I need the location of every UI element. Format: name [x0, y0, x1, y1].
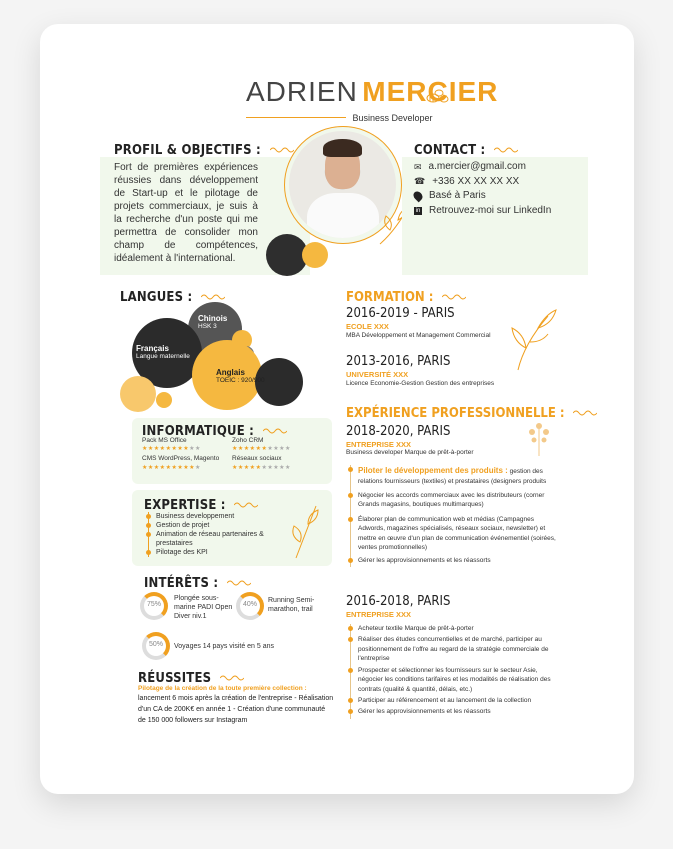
interest-travel-text: Voyages 14 pays visité en 5 ans	[174, 643, 275, 650]
language-chinois: Chinois HSK 3	[198, 314, 228, 330]
profile-heading	[114, 139, 294, 158]
experience-title: EXPÉRIENCE PROFESSIONNELLE :	[346, 406, 565, 421]
job-2-bullet: Réaliser des études concurrentielles et de marché, participer au positionnement de l'offre au regard de la stratégie commerciale de l'entreprise	[348, 635, 562, 663]
languages-title: LANGUES :	[120, 290, 193, 305]
wave-icon	[573, 409, 597, 417]
skill-stars: ★★★★★★★★★★	[232, 464, 291, 471]
first-name: ADRIEN	[246, 76, 358, 107]
skill-stars: ★★★★★★★★★★	[142, 464, 201, 471]
resume-sheet	[40, 24, 634, 794]
job-1-bullet: Piloter le développement des produits : gestion des relations fournisseurs (textiles) et prestataires (designers produits	[348, 465, 562, 486]
job-2-bullet: Acheteur textile Marque de prêt-à-porter	[348, 624, 562, 633]
job-1-header: 2018-2020, PARIS ENTREPRISE XXX Business developer Marque de prêt-à-porter	[346, 424, 474, 456]
location-icon	[412, 189, 425, 202]
job-2-bullet: Participer au référencement et au lancement de la collection	[348, 696, 562, 705]
education-title: FORMATION :	[346, 290, 434, 305]
email-text: a.mercier@gmail.com	[428, 161, 526, 172]
achievements-heading	[138, 667, 244, 686]
expertise-title: EXPERTISE :	[144, 498, 226, 513]
education-heading	[346, 286, 466, 305]
contact-email-row[interactable]	[414, 161, 554, 173]
language-anglais: Anglais TOEIC : 920/900	[216, 368, 265, 384]
profile-title: PROFIL & OBJECTIFS :	[114, 143, 261, 158]
informatique-title: INFORMATIQUE :	[142, 424, 255, 439]
skill-name: CMS WordPress, Magento	[142, 455, 220, 463]
skill-stars: ★★★★★★★★★★	[232, 446, 291, 453]
job-2-header: 2016-2018, PARIS ENTREPRISE XXX	[346, 594, 451, 619]
linkedin-text: Retrouvez-moi sur LinkedIn	[429, 204, 552, 216]
expertise-item: Business developpement	[146, 512, 280, 521]
contact-heading	[414, 139, 518, 158]
wave-icon	[220, 674, 244, 682]
expertise-item: Gestion de projet	[146, 521, 280, 530]
interest-running-text: Running Semi-marathon, trail	[268, 597, 315, 614]
job-1-bullet: Gérer les approvisionnements et les réassorts	[348, 556, 562, 565]
informatique-grid	[142, 437, 322, 471]
job-1-bullets	[350, 465, 562, 567]
achievements-title: RÉUSSITES	[138, 671, 212, 686]
last-name: MERCIER	[362, 76, 499, 107]
interest-running: 40%	[236, 592, 264, 620]
skill-stars: ★★★★★★★★★★	[142, 446, 201, 453]
contact-title: CONTACT :	[414, 143, 486, 158]
contact-phone-row[interactable]	[414, 176, 554, 188]
location-text: Basé à Paris	[429, 190, 486, 201]
contact-location-row	[414, 190, 554, 202]
interests-heading	[144, 572, 251, 591]
job-2-bullet: Prospecter et sélectionner les fournisseurs sur le secteur Asie, négocier les conditions tarifaires et les modalités de réalisation des contrats (qualité & quantité, délais, etc.)	[348, 666, 562, 694]
bee-icon	[424, 86, 450, 108]
expertise-list	[148, 512, 280, 557]
job-2-bullets	[350, 624, 562, 719]
achievements-body: Pilotage de la création de la toute première collection : lancement 6 mois après la création de l'entreprise - Réalisation d'un CA de 200K€ en année 1 - Création d'une communauté de 150 000 followers sur Instagram	[138, 685, 334, 724]
skill-name: Zoho CRM	[232, 437, 264, 444]
decor-circle	[302, 242, 328, 268]
education-item-1: 2016-2019 - PARIS ECOLE XXX MBA Développement et Management Commercial	[346, 306, 491, 339]
profile-text: Fort de premières expériences réussies dans développement de Start-up et le pilotage de projets commerciaux, je suis à la recherche d'un poste qui me permettra de consolider mon champ de compétences, idéalement à l'international.	[114, 162, 258, 264]
contact-list	[414, 161, 554, 216]
leaf-icon	[508, 308, 558, 372]
interest-diving: 75%	[140, 592, 168, 620]
job-role: Business Developer	[352, 113, 433, 123]
expertise-heading	[144, 494, 258, 513]
resume-header	[246, 76, 499, 126]
skill-item	[232, 437, 322, 452]
linkedin-icon: in	[415, 207, 421, 214]
job-1-bullet: Négocier les accords commerciaux avec les distributeurs (corner Grands magasins, boutiques multimarques)	[348, 491, 562, 510]
interest-diving-text: Plongée sous-marine PADI Open Diver niv.1	[174, 595, 233, 621]
wave-icon	[227, 579, 251, 587]
language-francais: Français Langue maternelle	[136, 344, 190, 360]
skill-name: Réseaux sociaux	[232, 455, 282, 463]
experience-heading	[346, 402, 597, 421]
job-2-bullet: Gérer les approvisionnements et les réassorts	[348, 707, 562, 716]
expertise-item: Pilotage des KPI	[146, 548, 280, 557]
wave-icon	[442, 293, 466, 301]
wave-icon	[263, 427, 287, 435]
interest-travel: 50%	[142, 632, 170, 660]
interests-title: INTÉRÊTS :	[144, 576, 219, 591]
job-1-bullet: Élaborer plan de communication web et médias (Campagnes Adwords, magazines spécialisés, réseaux sociaux, newsletter) et mettre en œuvre d'un plan de communication événementiel (soirées, ventes promotionnelles)	[348, 515, 562, 553]
phone-icon: ☎	[414, 176, 426, 187]
contact-linkedin-row[interactable]	[414, 205, 554, 217]
education-item-2: 2013-2016, PARIS UNIVERSITÉ XXX Licence Economie-Gestion Gestion des entreprises	[346, 354, 495, 387]
mail-icon: ✉	[414, 161, 422, 172]
skill-name: Pack MS Office	[142, 437, 187, 444]
expertise-item: Animation de réseau partenaires & prestataires	[146, 530, 280, 548]
wave-icon	[234, 501, 258, 509]
skill-item	[142, 455, 232, 470]
leaf-icon	[288, 502, 322, 560]
wave-icon	[494, 146, 518, 154]
skill-item	[142, 437, 232, 452]
phone-text: +336 XX XX XX XX	[432, 175, 520, 187]
skill-item	[232, 455, 322, 470]
wave-icon	[270, 146, 294, 154]
languages-bubbles	[120, 298, 315, 438]
